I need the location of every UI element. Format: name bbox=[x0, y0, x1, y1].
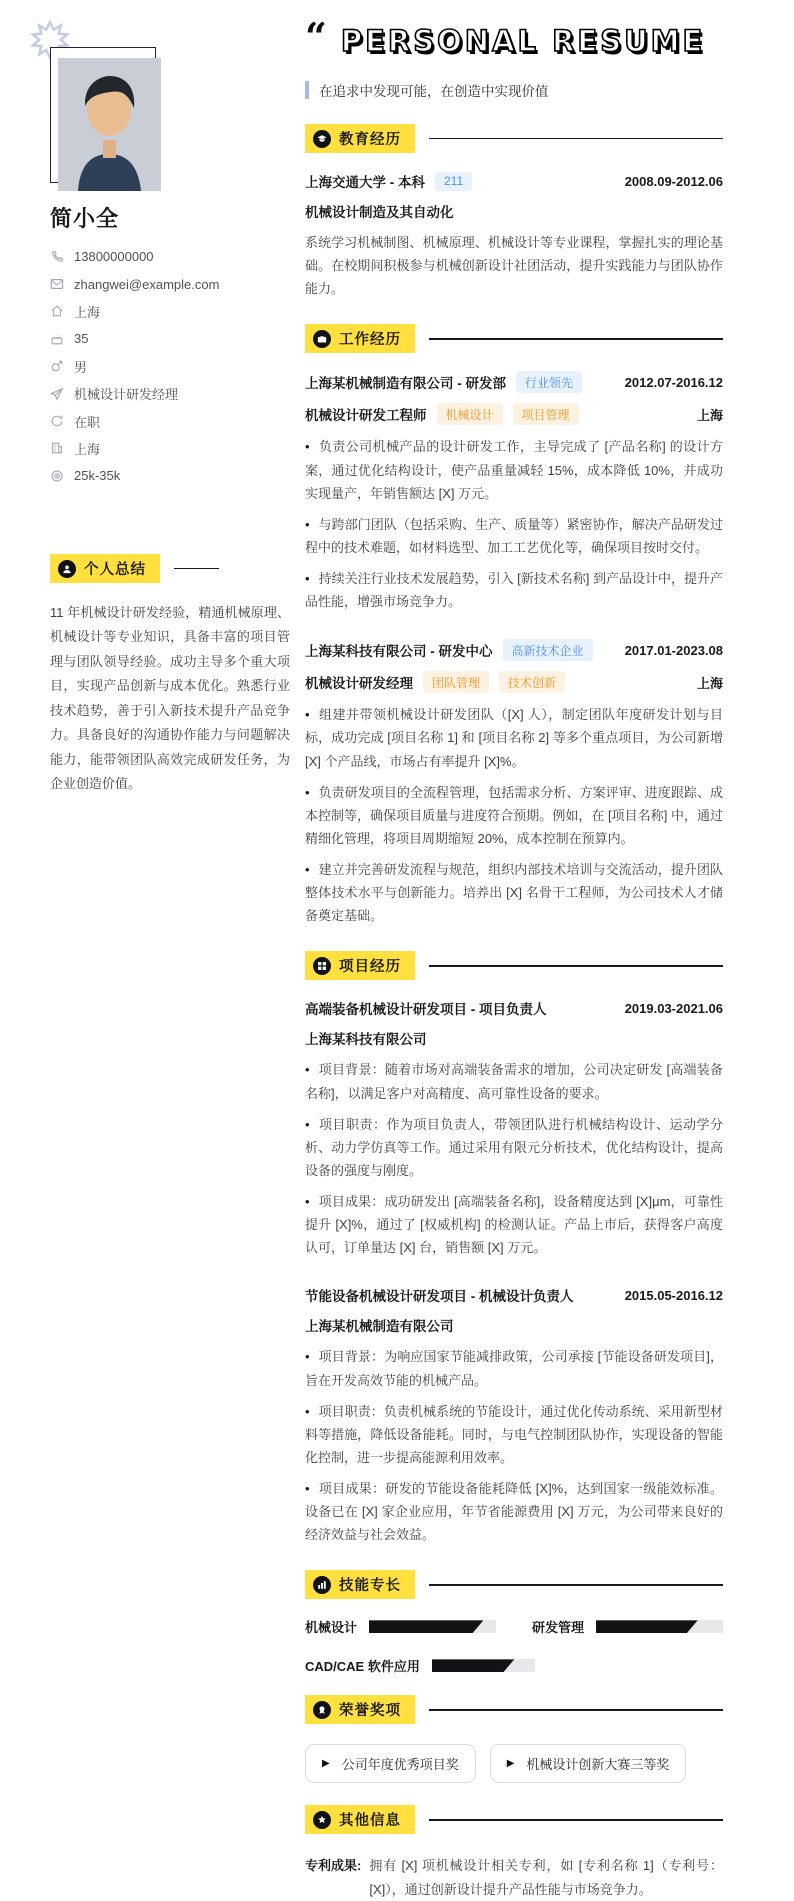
building-icon bbox=[50, 441, 64, 455]
contact-value: 上海 bbox=[74, 441, 101, 457]
project-period: 2015.05-2016.12 bbox=[624, 1287, 723, 1303]
section-rule bbox=[429, 138, 723, 140]
project-bullet: • 项目背景：随着市场对高端装备需求的增加，公司决定研发 [高端装备名称]，以满足客户对高精度、高可靠性设备的要求。 bbox=[305, 1062, 723, 1101]
education-description: 系统学习机械制图、机械原理、机械设计等专业课程，掌握扎实的理论基础。在校期间积极参与机械创新设计社团活动，提升实践能力与团队协作能力。 bbox=[305, 235, 723, 297]
skill-name: 研发管理 bbox=[532, 1620, 585, 1636]
contact-city bbox=[50, 435, 290, 462]
honor-list bbox=[305, 1744, 723, 1783]
patent-text: 拥有 [X] 项机械设计相关专利，如 [专利名称 1]（专利号：[X]），通过创新设计提升产品性能与市场竞争力。 bbox=[369, 1858, 723, 1897]
patent-row bbox=[305, 1854, 723, 1901]
mail-icon bbox=[50, 277, 64, 291]
contact-position bbox=[50, 380, 290, 407]
contact-value: zhangwei@example.com bbox=[74, 276, 220, 292]
job-period: 2017.01-2023.08 bbox=[624, 642, 723, 658]
person-icon bbox=[58, 560, 76, 578]
candidate-name: 简小全 bbox=[50, 206, 120, 231]
patent-label: 专利成果: bbox=[305, 1858, 362, 1874]
gender-icon bbox=[50, 359, 64, 373]
medal-icon bbox=[313, 1701, 331, 1719]
motto-accent-bar bbox=[305, 81, 309, 99]
section-education bbox=[305, 124, 723, 300]
education-period: 2008.09-2012.06 bbox=[624, 173, 723, 189]
company-badge: 高新技术企业 bbox=[503, 639, 593, 661]
project-bullet: • 项目成果：研发的节能设备能耗降低 [X]%，达到国家一级能效标准。设备已在 [X] 家企业应用，年节省能源费用 [X] 万元，为公司带来良好的经济效益与社会效益。 bbox=[305, 1481, 723, 1543]
section-rule bbox=[174, 568, 219, 570]
contact-home bbox=[50, 298, 290, 325]
job-entry bbox=[305, 639, 723, 927]
profile-photo bbox=[58, 58, 161, 191]
contact-age bbox=[50, 325, 290, 352]
section-title: 项目经历 bbox=[339, 959, 401, 976]
job-title: 机械设计研发工程师 bbox=[305, 408, 427, 424]
star-badge-icon bbox=[313, 1811, 331, 1829]
contact-value: 35 bbox=[74, 331, 89, 347]
section-title: 荣誉奖项 bbox=[339, 1703, 401, 1720]
bar-chart-icon bbox=[313, 1576, 331, 1594]
home-icon bbox=[50, 304, 64, 318]
contact-phone bbox=[50, 243, 290, 270]
job-location: 上海 bbox=[696, 407, 723, 423]
summary-text: 11 年机械设计研发经验，精通机械原理、机械设计等专业知识，具备丰富的项目管理与团队领导经验。成功主导多个重大项目，实现产品创新与成本优化。熟悉行业技术趋势，善于引入新技术提升产品竞争力。具备良好的沟通协作能力与问题解决能力，能带领团队高效完成研发任务，为企业创造价值。 bbox=[50, 605, 290, 792]
graduation-cap-icon bbox=[313, 130, 331, 148]
play-icon: ▶ bbox=[322, 1758, 330, 1770]
section-rule bbox=[429, 1819, 723, 1821]
project-bullet: • 项目职责：作为项目负责人，带领团队进行机械结构设计、运动学分析、动力学仿真等工作。通过采用有限元分析技术，优化结构设计，提高设备的强度与刚度。 bbox=[305, 1116, 723, 1178]
section-skills bbox=[305, 1570, 723, 1675]
target-icon bbox=[50, 469, 64, 483]
section-heading-badge bbox=[50, 554, 160, 583]
contact-value: 上海 bbox=[74, 304, 101, 320]
section-title: 工作经历 bbox=[339, 332, 401, 349]
section-work bbox=[305, 324, 723, 927]
section-honors bbox=[305, 1695, 723, 1783]
job-tag: 技术创新 bbox=[499, 671, 565, 693]
honor-label: 公司年度优秀项目奖 bbox=[341, 1757, 459, 1773]
phone-icon bbox=[50, 250, 64, 264]
job-bullet: • 负责公司机械产品的设计研发工作，主导完成了 [产品名称] 的设计方案，通过优化结构设计，使产品重量减轻 15%，成本降低 10%，并成功实现量产，年销售额达 [X] 万元。 bbox=[305, 439, 723, 501]
section-rule bbox=[429, 1584, 723, 1586]
refresh-icon bbox=[50, 414, 64, 428]
section-personal-summary bbox=[50, 554, 290, 797]
job-bullet: • 负责研发项目的全流程管理，包括需求分析、方案评审、进度跟踪、成本控制等，确保项目质量与进度符合预期。例如，在 [项目名称] 中，通过精细化管理，将项目周期缩短 20%，成本控制在预算内。 bbox=[305, 784, 723, 846]
skill-item bbox=[305, 1617, 496, 1636]
project-title: 高端装备机械设计研发项目 - 项目负责人 bbox=[305, 1002, 547, 1018]
company-badge: 行业领先 bbox=[516, 371, 582, 393]
section-projects bbox=[305, 951, 723, 1546]
motto-text: 在追求中发现可能，在创造中实现价值 bbox=[319, 84, 549, 99]
project-title: 节能设备机械设计研发项目 - 机械设计负责人 bbox=[305, 1289, 574, 1305]
job-period: 2012.07-2016.12 bbox=[624, 374, 723, 390]
contact-value: 在职 bbox=[74, 414, 101, 430]
section-heading-badge bbox=[305, 324, 415, 353]
job-tag: 团队管理 bbox=[423, 671, 489, 693]
contact-list bbox=[50, 243, 290, 490]
honor-chip[interactable] bbox=[305, 1744, 476, 1783]
section-heading-badge bbox=[305, 1695, 415, 1724]
contact-email bbox=[50, 270, 290, 297]
project-entry bbox=[305, 998, 723, 1259]
section-rule bbox=[429, 965, 723, 967]
education-entry bbox=[305, 171, 723, 300]
section-title: 技能专长 bbox=[339, 1578, 401, 1595]
project-entry bbox=[305, 1285, 723, 1546]
contact-salary bbox=[50, 462, 290, 489]
project-period: 2019.03-2021.06 bbox=[624, 1000, 723, 1016]
page-title bbox=[305, 14, 723, 59]
skill-name: 机械设计 bbox=[305, 1620, 358, 1636]
job-bullet: • 持续关注行业技术发展趋势，引入 [新技术名称] 到产品设计中，提升产品性能，增强市场竞争力。 bbox=[305, 571, 724, 610]
job-bullet: • 组建并带领机械设计研发团队（[X] 人），制定团队年度研发计划与目标，成功完成 [项目名称 1] 和 [项目名称 2] 等多个重点项目，为公司新增 [X] 个产品线，市场占有率提升 [X]%。 bbox=[305, 707, 723, 769]
job-bullet: • 与跨部门团队（包括采购、生产、质量等）紧密协作，解决产品研发过程中的技术难题，如材料选型、加工工艺优化等，确保项目按时交付。 bbox=[305, 516, 723, 555]
main-column bbox=[305, 0, 723, 1901]
skills-list bbox=[305, 1617, 723, 1675]
honor-label: 机械设计创新大赛三等奖 bbox=[526, 1757, 670, 1773]
company-name: 上海某科技有限公司 - 研发中心 bbox=[305, 644, 493, 660]
grid-icon bbox=[313, 957, 331, 975]
skill-bar bbox=[432, 1659, 535, 1672]
project-bullet: • 项目职责：负责机械系统的节能设计，通过优化传动系统、采用新型材料等措施，降低设备能耗。同时，与电气控制团队协作，实现设备的智能化控制，进一步提高能源利用效率。 bbox=[305, 1403, 723, 1465]
job-tag: 项目管理 bbox=[513, 403, 579, 425]
job-entry bbox=[305, 371, 723, 613]
job-location: 上海 bbox=[696, 675, 723, 691]
skill-bar bbox=[369, 1620, 496, 1633]
project-bullet: • 项目背景：为响应国家节能减排政策，公司承接 [节能设备研发项目]，旨在开发高效节能的机械产品。 bbox=[305, 1349, 723, 1388]
project-company: 上海某科技有限公司 bbox=[305, 1032, 427, 1048]
school-badge: 211 bbox=[435, 172, 472, 191]
section-heading-badge bbox=[305, 124, 415, 153]
resume-title: PERSONAL RESUME bbox=[340, 24, 706, 58]
project-company: 上海某机械制造有限公司 bbox=[305, 1319, 454, 1335]
age-icon bbox=[50, 332, 64, 346]
section-title: 其他信息 bbox=[339, 1813, 401, 1830]
skill-name: CAD/CAE 软件应用 bbox=[305, 1659, 420, 1675]
section-title: 教育经历 bbox=[339, 132, 401, 148]
honor-chip[interactable] bbox=[490, 1744, 687, 1783]
job-title: 机械设计研发经理 bbox=[305, 676, 413, 692]
skill-item bbox=[305, 1656, 535, 1675]
section-rule bbox=[429, 1709, 723, 1711]
contact-status bbox=[50, 407, 290, 434]
motto bbox=[305, 80, 723, 100]
job-tag: 机械设计 bbox=[437, 403, 503, 425]
contact-value: 13800000000 bbox=[74, 249, 154, 265]
contact-value: 男 bbox=[74, 359, 88, 375]
major: 机械设计制造及其自动化 bbox=[305, 205, 454, 220]
section-other bbox=[305, 1805, 723, 1901]
section-title: 个人总结 bbox=[84, 562, 146, 578]
school-name: 上海交通大学 - 本科 bbox=[305, 175, 425, 190]
skill-bar bbox=[596, 1620, 723, 1633]
section-heading-badge bbox=[305, 951, 415, 980]
section-rule bbox=[429, 338, 723, 340]
section-heading-badge bbox=[305, 1805, 415, 1834]
section-heading-badge bbox=[305, 1570, 415, 1599]
company-name: 上海某机械制造有限公司 - 研发部 bbox=[305, 376, 506, 392]
project-bullet: • 项目成果：成功研发出 [高端装备名称]，设备精度达到 [X]μm，可靠性提升 [X]%，通过了 [权威机构] 的检测认证。产品上市后，获得客户高度认可，订单量达 [X] 台，销售额 [X] 万元。 bbox=[305, 1194, 723, 1256]
contact-value: 机械设计研发经理 bbox=[74, 387, 179, 403]
contact-gender bbox=[50, 353, 290, 380]
play-icon: ▶ bbox=[506, 1758, 515, 1770]
paper-plane-icon bbox=[50, 387, 64, 401]
skill-item bbox=[532, 1617, 723, 1636]
job-bullet: • 建立并完善研发流程与规范，组织内部技术培训与交流活动，提升团队整体技术水平与创新能力。培养出 [X] 名骨干工程师，为公司技术人才储备奠定基础。 bbox=[305, 862, 723, 924]
contact-value: 25k-35k bbox=[74, 468, 121, 484]
briefcase-icon bbox=[313, 330, 331, 348]
quote-mark: “ bbox=[305, 14, 327, 59]
